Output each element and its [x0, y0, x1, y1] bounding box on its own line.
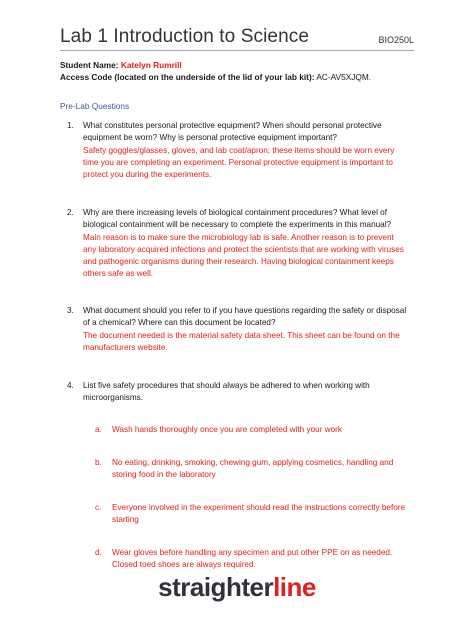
procedure-text: No eating, drinking, smoking, chewing gum, applying cosmetics, handling and storing food in the laboratory	[112, 458, 394, 480]
procedure-letter: d.	[95, 548, 102, 557]
question-3	[67, 305, 407, 354]
access-code: AC-AV5XJQM.	[316, 72, 372, 82]
question-body	[83, 305, 407, 354]
question-1	[67, 120, 407, 181]
answer-text: The document needed is the material safety data sheet. This sheet can be found on the manufacturers website.	[83, 330, 400, 352]
procedure-text: Wear gloves before handling any specimen and put other PPE on as needed. Closed toed shoes are always required.	[112, 548, 393, 570]
procedure-text: Everyone involved in the experiment should read the instructions correctly before starting	[112, 503, 406, 525]
straighterline-logo	[0, 572, 474, 603]
procedure-letter: b.	[95, 458, 102, 467]
question-4	[67, 380, 407, 405]
document-title: Lab 1 Introduction to Science	[60, 26, 310, 47]
question-2	[67, 207, 407, 281]
procedure-a	[95, 424, 415, 436]
question-number: 2.	[67, 208, 74, 217]
procedure-letter: a.	[95, 425, 102, 434]
header-divider	[60, 50, 414, 51]
question-text: What constitutes personal protective equipment? When should personal protective equipment be worn? Why is personal protective equipment important?	[83, 121, 382, 143]
question-text: What document should you refer to if you have questions regarding the safety or disposal of a chemical? Where can this document be located?	[83, 306, 407, 328]
course-code: BIO250L	[378, 35, 414, 45]
question-number: 4.	[67, 381, 74, 390]
procedure-text: Wash hands thoroughly once you are completed with your work	[112, 425, 342, 434]
student-label: Student Name:	[60, 60, 119, 70]
procedure-c	[95, 502, 415, 527]
student-info	[60, 59, 371, 83]
answer-text: Safety goggles/glasses, gloves, and lab coat/apron; these items should be worn every time you are completing an experiment. Personal protective equipment is important to protect you during the experiments.	[83, 145, 395, 180]
logo-text-red: line	[273, 572, 316, 602]
question-body	[83, 207, 407, 281]
question-text: List five safety procedures that should always be adhered to when working with microorganisms.	[83, 381, 370, 403]
procedure-b	[95, 457, 415, 482]
section-title: Pre-Lab Questions	[60, 101, 130, 111]
question-body	[83, 380, 407, 405]
answer-text: Main reason is to make sure the microbiology lab is safe. Another reason is to prevent any laboratory acquired infections and protect the scientists that are working with viruses and pathogenic organisms during their research. Having biological containment keeps others safe as well.	[83, 232, 404, 279]
question-text: Why are there increasing levels of biological containment procedures? What level of biological containment will be necessary to complete the experiments in this manual?	[83, 208, 392, 230]
document-header	[60, 26, 414, 48]
student-name: Katelyn Rumrill	[120, 60, 182, 70]
question-body	[83, 120, 407, 181]
student-line	[60, 59, 371, 71]
question-number: 1.	[67, 121, 74, 130]
access-label: Access Code (located on the underside of the lid of your lab kit):	[60, 72, 315, 82]
question-number: 3.	[67, 306, 74, 315]
logo-text-dark: straighter	[158, 572, 274, 602]
access-line	[60, 71, 371, 83]
procedure-d	[95, 547, 415, 572]
procedure-letter: c.	[95, 503, 102, 512]
